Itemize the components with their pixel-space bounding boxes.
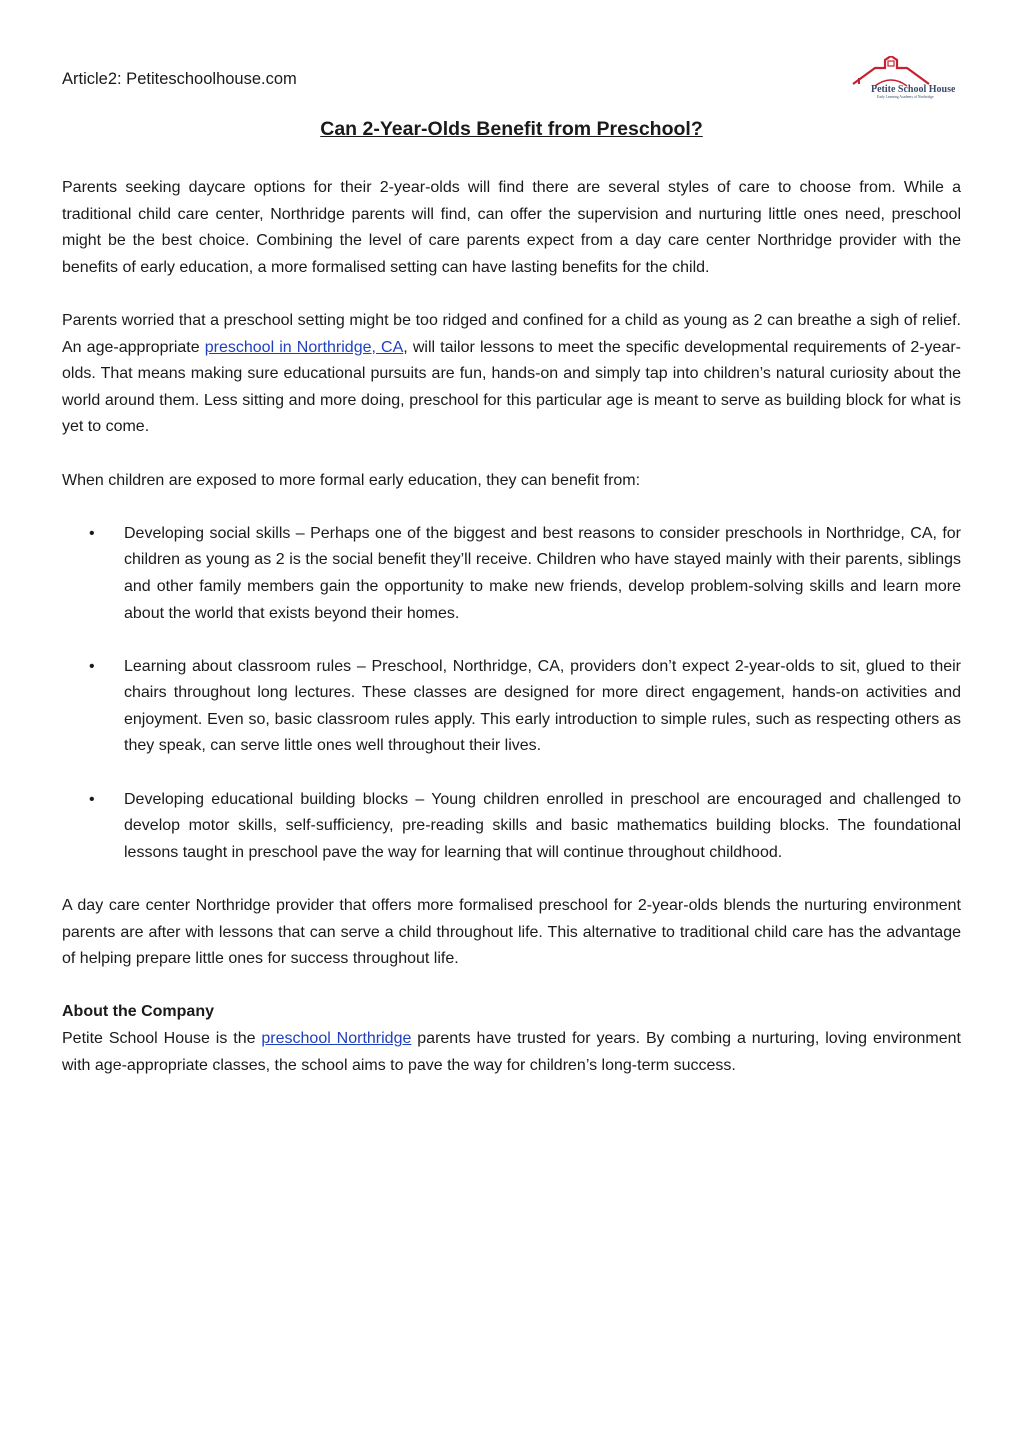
paragraph-conclusion: A day care center Northridge provider that offers more formalised preschool for 2-year-olds blends the nurturing environment parents are after with lessons that can serve a child throughout life. This alternative to traditional child care has the advantage of helping prepare little ones for success throughout life. <box>62 897 961 968</box>
schoolhouse-logo-icon <box>845 56 955 102</box>
article-body <box>62 175 961 1079</box>
about-section <box>62 999 961 1079</box>
article-header-label: Article2: Petiteschoolhouse.com <box>62 70 297 88</box>
about-after: parents have trusted for years. By combing a nurturing, loving environment with age-appropriate classes, the school aims to pave the way for children’s long-term success. <box>62 1030 961 1074</box>
bullet-icon: • <box>89 657 95 675</box>
about-heading: About the Company <box>62 1003 214 1021</box>
bullet-icon: • <box>89 524 95 542</box>
paragraph-intro: Parents seeking daycare options for their 2-year-olds will find there are several styles of care to choose from. While a traditional child care center, Northridge parents will find, can offer the supervision and nurturing little ones need, preschool might be the best choice. Combining the level of care parents expect from a day care center Northridge provider with the benefits of early education, a more formalised setting can have lasting benefits for the child. <box>62 179 961 276</box>
list-item-text: Developing social skills – Perhaps one of the biggest and best reasons to consider preschools in Northridge, CA, for children as young as 2 is the social benefit they’ll receive. Children who have stayed mainly with their parents, siblings and other family members gain the opportunity to make new friends, develop problem-solving skills and learn more about the world that exists beyond their homes. <box>124 524 961 622</box>
svg-text:Petite School House: Petite School House <box>871 84 955 95</box>
list-item <box>62 521 961 627</box>
bullet-icon: • <box>89 790 95 808</box>
list-item-text: Developing educational building blocks – Young children enrolled in preschool are encouraged and challenged to develop motor skills, self-sufficiency, pre-reading skills and basic mathematics building blocks. The foundational lessons taught in preschool pave the way for learning that will continue throughout childhood. <box>124 790 961 861</box>
preschool-in-northridge-link[interactable]: preschool in Northridge, CA <box>204 338 404 356</box>
paragraph-setting-before: Parents worried that a preschool setting might be too ridged and confined for a child as young as 2 can breathe a sigh of relief. An age-appropriate <box>62 311 961 356</box>
benefits-list <box>62 521 961 867</box>
about-before: Petite School House is the <box>62 1030 262 1047</box>
svg-text:Early Learning Academy of Nort: Early Learning Academy of Northridge <box>877 95 934 99</box>
preschool-northridge-link[interactable]: preschool Northridge <box>261 1030 412 1047</box>
article-title: Can 2-Year-Olds Benefit from Preschool? <box>320 118 703 140</box>
list-item <box>62 654 961 760</box>
about-paragraph <box>62 1026 961 1079</box>
list-item <box>62 787 961 867</box>
company-logo <box>845 56 955 102</box>
paragraph-benefits-intro: When children are exposed to more formal early education, they can benefit from: <box>62 471 641 489</box>
list-item-text: Learning about classroom rules – Preschool, Northridge, CA, providers don’t expect 2-year-olds to sit, glued to their chairs throughout long lectures. These classes are designed for more direct engagement, hands-on activities and enjoyment. Even so, basic classroom rules apply. This early introduction to simple rules, such as respecting others as they speak, can serve little ones well throughout their lives. <box>124 657 961 755</box>
paragraph-setting <box>62 308 961 441</box>
paragraph-setting-after: , will tailor lessons to meet the specific developmental requirements of 2-year-olds. That means making sure educational pursuits are fun, hands-on and simply tap into children’s natural curiosity about the world around them. Less sitting and more doing, preschool for this particular age is meant to serve as building block for what is yet to come. <box>62 338 962 436</box>
